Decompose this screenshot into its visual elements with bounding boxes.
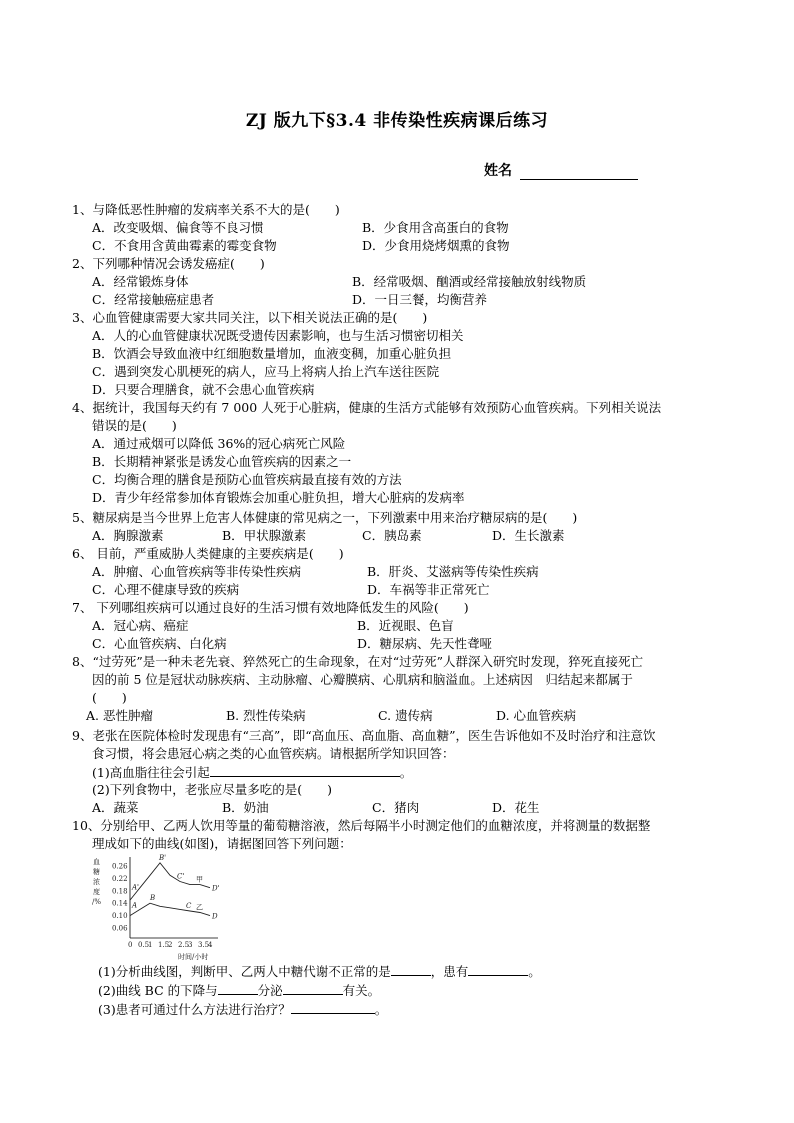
q4-option-c: C．均衡合理的膳食是预防心血管疾病最直接有效的方法 xyxy=(92,472,402,487)
q1-option-b: B．少食用含高蛋白的食物 xyxy=(362,220,509,235)
q9-option-d: D．花生 xyxy=(492,800,540,815)
y-axis-label-4: 度 xyxy=(93,888,100,896)
q10-part-2-end: 有关。 xyxy=(342,983,381,998)
q10-part-1 xyxy=(98,962,541,981)
q9-option-c: C．猪肉 xyxy=(372,800,420,815)
q10-part-2-mid: 分泌 xyxy=(257,983,283,998)
question-4-cont: 错误的是( ) xyxy=(92,418,177,433)
q6-option-a: A．肿瘤、心血管疾病等非传染性疾病 xyxy=(92,564,302,579)
q2-option-b: B．经常吸烟、酗酒或经常接触放射线物质 xyxy=(352,274,587,289)
q9-part-1-end: 。 xyxy=(399,765,413,780)
point-label: A' xyxy=(132,883,139,892)
x-tick-label: 1.5 xyxy=(158,941,170,949)
q5-option-c: C．胰岛素 xyxy=(362,528,422,543)
question-6: 6、 目前，严重威胁人类健康的主要疾病是( ) xyxy=(72,546,344,561)
q7-option-b: B．近视眼、色盲 xyxy=(357,618,454,633)
q10-part-3-end: 。 xyxy=(374,1002,388,1017)
name-blank[interactable] xyxy=(520,165,638,180)
q9-part-2: (2)下列食物中，老张应尽量多吃的是( ) xyxy=(92,782,332,797)
q9-part-1 xyxy=(92,763,412,782)
q10-blank-3[interactable] xyxy=(218,981,258,995)
question-8-cont: 因的前 5 位是冠状动脉疾病、主动脉瘤、心瓣膜病、心肌病和脑溢血。上述病因 归结起来都属于 xyxy=(92,672,633,687)
q1-option-a: A．改变吸烟、偏食等不良习惯 xyxy=(92,220,264,235)
q1-option-c: C．不食用含黄曲霉素的霉变食物 xyxy=(92,238,277,253)
q3-option-c: C．遇到突发心肌梗死的病人，应马上将病人抬上汽车送往医院 xyxy=(92,364,440,379)
q10-part-1-mid: ，患有 xyxy=(430,964,469,979)
q10-part-3 xyxy=(98,1000,387,1019)
q10-part-1-text: (1)分析曲线图，判断甲、乙两人中糖代谢不正常的是 xyxy=(98,964,391,979)
q4-option-d: D．青少年经常参加体育锻炼会加重心脏负担，增大心脏病的发病率 xyxy=(92,490,465,505)
q10-part-1-end: 。 xyxy=(528,964,541,979)
x-tick-label: 4 xyxy=(208,941,213,949)
q10-blank-5[interactable] xyxy=(291,1000,375,1014)
y-axis-label-1: 血 xyxy=(93,858,100,866)
q9-blank-1[interactable] xyxy=(210,763,400,777)
q2-option-a: A．经常锻炼身体 xyxy=(92,274,189,289)
q10-part-2-text: (2)曲线 BC 的下降与 xyxy=(98,983,218,998)
q9-option-a: A．蔬菜 xyxy=(92,800,139,815)
q1-option-d: D．少食用烧烤烟熏的食物 xyxy=(362,238,510,253)
q3-option-d: D．只要合理膳食，就不会患心血管疾病 xyxy=(92,382,315,397)
y-axis-label-3: 浓 xyxy=(93,878,100,886)
q6-option-d: D．车祸等非正常死亡 xyxy=(367,582,490,597)
q9-part-1-text: (1)高血脂往往会引起 xyxy=(92,765,210,780)
q8-option-a: A. 恶性肿瘤 xyxy=(86,708,153,723)
name-field xyxy=(484,160,638,180)
q2-option-d: D．一日三餐，均衡营养 xyxy=(352,292,488,307)
q2-option-c: C．经常接触癌症患者 xyxy=(92,292,215,307)
y-tick-label: 0.22 xyxy=(112,874,128,883)
y-tick-label: 0.06 xyxy=(112,924,128,933)
point-label: C xyxy=(186,901,192,910)
y-axis-label-5: /% xyxy=(92,898,102,906)
y-tick-label: 0.10 xyxy=(112,912,128,921)
question-8: 8、“过劳死”是一种未老先衰、猝然死亡的生命现象，在对“过劳死”人群深入研究时发现，猝死直接死亡 xyxy=(72,654,644,669)
y-tick-label: 0.18 xyxy=(112,887,128,896)
y-tick-label: 0.26 xyxy=(112,862,128,871)
y-axis-label-2: 糖 xyxy=(93,868,100,876)
x-tick-label: 0.5 xyxy=(138,941,150,949)
page-title: ZJ 版九下§3.4 非传染性疾病课后练习 xyxy=(245,111,549,131)
q5-option-a: A．胸腺激素 xyxy=(92,528,164,543)
q7-option-a: A．冠心病、癌症 xyxy=(92,618,189,633)
x-tick-label: 0 xyxy=(128,941,133,949)
q3-option-b: B．饮酒会导致血液中红细胞数量增加，血液变稠，加重心脏负担 xyxy=(92,346,452,361)
y-tick-label: 0.14 xyxy=(112,899,128,908)
q10-blank-2[interactable] xyxy=(468,962,528,976)
question-4: 4、据统计，我国每天约有 7 000 人死于心脏病，健康的生活方式能够有效预防心血管疾病。下列相关说法 xyxy=(72,400,662,415)
question-9: 9、老张在医院体检时发现患有“三高”，即“高血压、高血脂、高血糖”，医生告诉他如不及时治疗和注意饮 xyxy=(72,728,656,743)
q7-option-c: C．心血管疾病、白化病 xyxy=(92,636,227,651)
blood-sugar-chart xyxy=(90,852,240,962)
q5-option-d: D．生长激素 xyxy=(492,528,565,543)
question-9-cont: 食习惯，将会患冠心病之类的心血管疾病。请根据所学知识回答： xyxy=(92,746,455,761)
q3-option-a: A．人的心血管健康状况既受遗传因素影响，也与生活习惯密切相关 xyxy=(92,328,464,343)
name-label: 姓名 xyxy=(484,163,512,179)
x-tick-label: 1 xyxy=(148,941,153,949)
question-5: 5、糖尿病是当今世界上危害人体健康的常见病之一，下列激素中用来治疗糖尿病的是( ) xyxy=(72,510,578,525)
question-8-paren: ( ) xyxy=(92,690,127,705)
q6-option-b: B．肝炎、艾滋病等传染性疾病 xyxy=(367,564,539,579)
x-tick-label: 3.5 xyxy=(198,941,210,949)
point-label: D' xyxy=(212,884,220,893)
point-label: B' xyxy=(159,853,167,862)
q10-blank-4[interactable] xyxy=(283,981,343,995)
point-label: A xyxy=(132,901,138,910)
question-1: 1、与降低恶性肿瘤的发病率关系不大的是( ) xyxy=(72,202,340,217)
q9-option-b: B．奶油 xyxy=(222,800,269,815)
q10-part-3-text: (3)患者可通过什么方法进行治疗？ xyxy=(98,1002,291,1017)
q10-blank-1[interactable] xyxy=(391,962,431,976)
question-3: 3、心血管健康需要大家共同关注，以下相关说法正确的是( ) xyxy=(72,310,428,325)
q6-option-c: C．心理不健康导致的疾病 xyxy=(92,582,240,597)
x-tick-label: 2 xyxy=(168,941,173,949)
q8-option-c: C. 遗传病 xyxy=(378,708,433,723)
question-7: 7、 下列哪组疾病可以通过良好的生活习惯有效地降低发生的风险( ) xyxy=(72,600,469,615)
x-axis-label: 时间/小时 xyxy=(178,953,209,961)
q8-option-d: D. 心血管疾病 xyxy=(496,708,577,723)
q4-option-b: B．长期精神紧张是诱发心血管疾病的因素之一 xyxy=(92,454,352,469)
point-label: C' xyxy=(177,872,185,881)
point-label: B xyxy=(150,894,156,903)
q8-option-b: B. 烈性传染病 xyxy=(226,708,306,723)
question-2: 2、下列哪种情况会诱发癌症( ) xyxy=(72,256,265,271)
curve-label: 乙 xyxy=(196,903,203,912)
q4-option-a: A．通过戒烟可以降低 36%的冠心病死亡风险 xyxy=(92,436,346,451)
curve-label: 甲 xyxy=(196,875,203,884)
q10-part-2 xyxy=(98,981,380,1000)
question-10: 10、分别给甲、乙两人饮用等量的葡萄糖溶液，然后每隔半小时测定他们的血糖浓度，并将测量的数据整 xyxy=(72,818,651,833)
point-label: D xyxy=(212,912,218,921)
question-10-cont: 理成如下的曲线(如图)，请据图回答下列问题： xyxy=(92,836,352,851)
x-tick-label: 2.5 xyxy=(178,941,190,949)
x-tick-label: 3 xyxy=(188,941,193,949)
q5-option-b: B．甲状腺激素 xyxy=(222,528,307,543)
q7-option-d: D．糖尿病、先天性聋哑 xyxy=(357,636,493,651)
